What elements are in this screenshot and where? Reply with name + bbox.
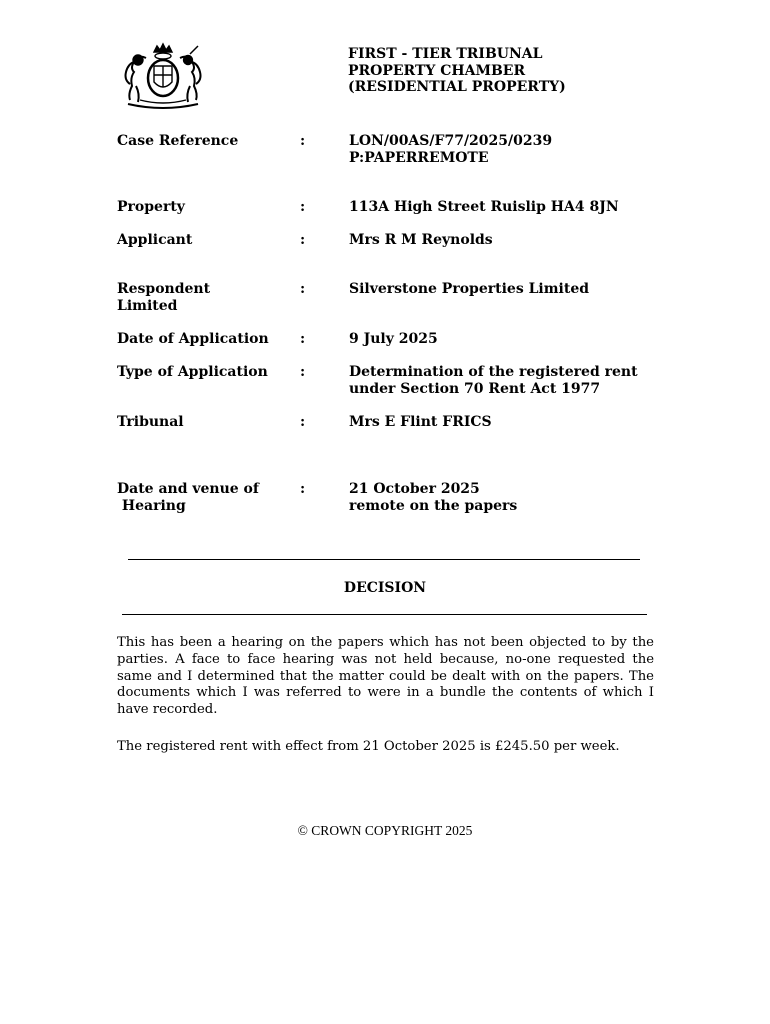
- separator-colon: :: [300, 331, 306, 347]
- bottom-divider: [122, 614, 647, 615]
- tribunal-label: Tribunal: [117, 414, 184, 430]
- hearing-venue: remote on the papers: [349, 498, 518, 514]
- date-of-application-label: Date of Application: [117, 331, 269, 347]
- hearing-label-line1: Date and venue of: [117, 481, 259, 497]
- type-of-application-line1: Determination of the registered rent: [349, 364, 638, 380]
- tribunal-value: Mrs E Flint FRICS: [349, 414, 492, 430]
- tribunal-name: FIRST - TIER TRIBUNAL: [348, 46, 543, 62]
- hearing-label-line2: Hearing: [117, 498, 186, 514]
- separator-colon: :: [300, 232, 306, 248]
- royal-coat-of-arms-icon: [116, 42, 210, 112]
- type-of-application-label: Type of Application: [117, 364, 268, 380]
- hearing-value: [349, 481, 659, 515]
- separator-colon: :: [300, 414, 306, 430]
- respondent-label-line2: Limited: [117, 298, 178, 314]
- hearing-label: [117, 481, 287, 515]
- type-of-application-line2: under Section 70 Rent Act 1977: [349, 381, 601, 397]
- hearing-date: 21 October 2025: [349, 481, 480, 497]
- respondent-label-line1: Respondent: [117, 281, 211, 297]
- chamber-name: PROPERTY CHAMBER: [348, 62, 526, 79]
- chamber-division: (RESIDENTIAL PROPERTY): [348, 79, 566, 95]
- separator-colon: :: [300, 481, 306, 497]
- tribunal-header: [348, 46, 566, 96]
- decision-paragraph: This has been a hearing on the papers which has not been objected to by the parties. A face to face hearing was not held because, no-one requested the same and I determined that the matter could be dealt with on the papers. The documents which I was referred to were in a bundle the contents of which I have recorded.: [117, 635, 654, 718]
- property-value: 113A High Street Ruislip HA4 8JN: [349, 199, 619, 215]
- separator-colon: :: [300, 281, 306, 297]
- property-label: Property: [117, 199, 185, 215]
- registered-rent-statement: The registered rent with effect from 21 October 2025 is £245.50 per week.: [117, 739, 620, 754]
- date-of-application-value: 9 July 2025: [349, 331, 438, 347]
- separator-colon: :: [300, 364, 306, 380]
- separator-colon: :: [300, 199, 306, 215]
- case-reference-value: [349, 133, 659, 167]
- respondent-label: [117, 281, 287, 315]
- applicant-value: Mrs R M Reynolds: [349, 232, 493, 248]
- crown-copyright: © CROWN COPYRIGHT 2025: [297, 823, 473, 838]
- case-reference-code: P:PAPERREMOTE: [349, 150, 489, 166]
- respondent-value: Silverstone Properties Limited: [349, 281, 590, 297]
- case-reference-number: LON/00AS/F77/2025/0239: [349, 133, 553, 149]
- type-of-application-value: [349, 364, 659, 398]
- decision-heading: DECISION: [343, 580, 427, 596]
- separator-colon: :: [300, 133, 306, 149]
- top-divider: [128, 559, 640, 560]
- applicant-label: Applicant: [117, 232, 193, 248]
- case-reference-label: Case Reference: [117, 133, 239, 149]
